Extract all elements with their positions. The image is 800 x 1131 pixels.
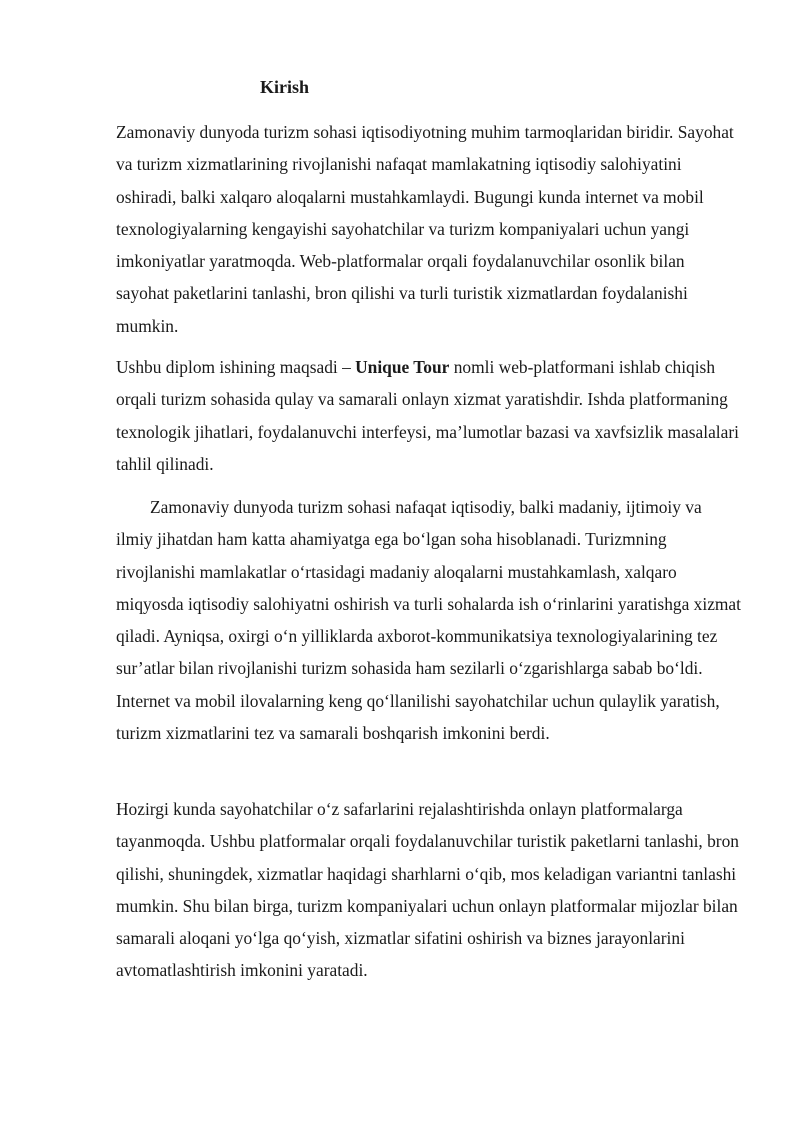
paragraph-intro: Zamonaviy dunyoda turizm sohasi iqtisodiyotning muhim tarmoqlaridan biridir. Sayohat va turizm xizmatlarining rivojlanishi nafaqat mamlakatning iqtisodiy salohiyatini oshiradi, balki xalqaro aloqalarni mustahkamlaydi. Bugungi kunda internet va mobil texnologiyalarning kengayishi sayohatchilar va turizm kompaniyalari uchun yangi imkoniyatlar yaratmoqda. Web-platformalar orqali foydalanuvchilar osonlik bilan sayohat paketlarini tanlashi, bron qilishi va turli turistik xizmatlardan foydalanishi mumkin.	[116, 122, 734, 336]
paragraph-goal-lead: Ushbu diplom ishining maqsadi –	[116, 357, 356, 377]
page-title: Kirish	[260, 77, 310, 97]
platform-name: Unique Tour	[355, 357, 450, 377]
paragraph-online-platforms: Hozirgi kunda sayohatchilar o‘z safarlarini rejalashtirishda onlayn platformalarga tayanmoqda. Ushbu platformalar orqali foydalanuvchilar turistik paketlarni tanlashi, bron qilishi, shuningdek, xizmatlar haqidagi sharhlarni o‘qib, mos keladigan variantni tanlashi mumkin. Shu bilan birga, turizm kompaniyalari uchun onlayn platformalar mijozlar bilan samarali aloqani yo‘lga qo‘yish, xizmatlar sifatini oshirish va biznes jarayonlarini avtomatlashtirish imkonini yaratadi.	[116, 799, 739, 981]
paragraph-goal	[116, 351, 742, 480]
paragraph-importance: Zamonaviy dunyoda turizm sohasi nafaqat iqtisodiy, balki madaniy, ijtimoiy va ilmiy jihatdan ham katta ahamiyatga ega bo‘lgan soha hisoblanadi. Turizmning rivojlanishi mamlakatlar o‘rtasidagi madaniy aloqalarni mustahkamlash, xalqaro miqyosda iqtisodiy salohiyatni oshirish va turli sohalarda ish o‘rinlarini yaratishga xizmat qiladi. Ayniqsa, oxirgi o‘n yilliklarda axborot-kommunikatsiya texnologiyalarining tez sur’atlar bilan rivojlanishi turizm sohasida ham sezilarli o‘zgarishlarga sabab bo‘ldi. Internet va mobil ilovalarning keng qo‘llanilishi sayohatchilar uchun qulaylik yaratish, turizm xizmatlarini tez va samarali boshqarish imkonini berdi.	[116, 497, 741, 744]
paragraph-goal-rest: nomli web-platformani ishlab chiqish orqali turizm sohasida qulay va samarali onlayn xizmat yaratishdir. Ishda platformaning texnologik jihatlari, foydalanuvchi interfeysi, ma’lumotlar bazasi va xavfsizlik masalalari tahlil qilinadi.	[116, 357, 739, 474]
